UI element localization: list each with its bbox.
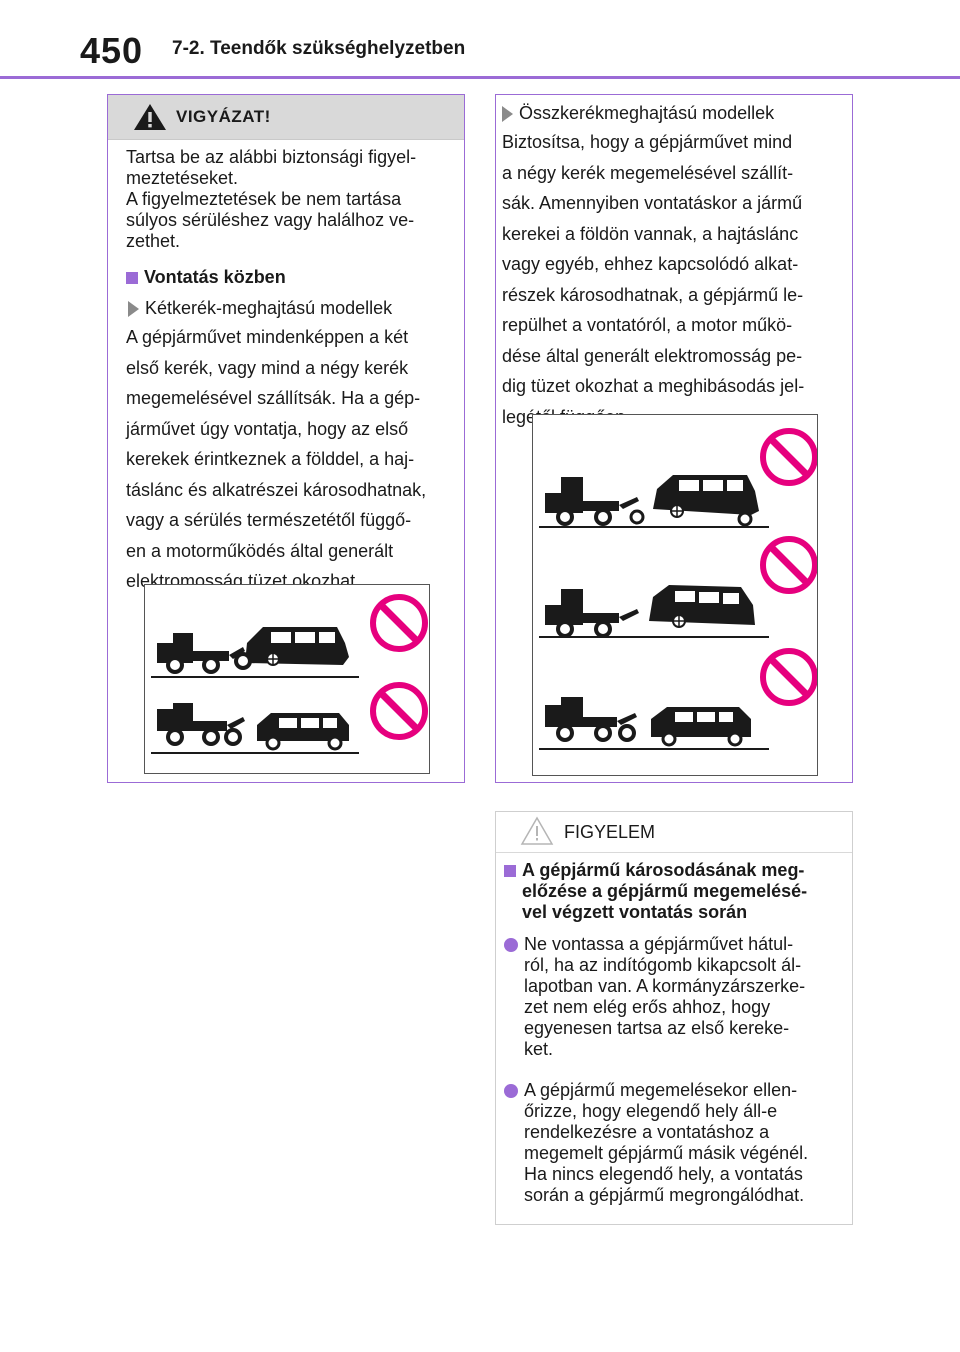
warning-intro-line: meztetéseket. <box>126 168 239 188</box>
section-title: 7-2. Teendők szükséghelyzetben <box>172 38 466 59</box>
arrow-right-icon <box>502 106 513 122</box>
notice-item-line: során a gépjármű megrongálódhat. <box>524 1185 805 1205</box>
warning-header <box>108 95 464 140</box>
notice-item-line: ket. <box>524 1039 554 1059</box>
warning-intro-line: súlyos sérüléshez vagy halálhoz ve- <box>126 210 415 230</box>
no-entry-icon <box>763 431 815 483</box>
bullet-square-icon <box>504 865 516 877</box>
notice-item-row <box>504 1080 848 1101</box>
body-line: vagy a sérülés természetétől függő- <box>126 510 412 530</box>
warning-box <box>107 94 465 783</box>
body-line: megemelésével szállítsák. Ha a gép- <box>126 388 421 408</box>
notice-header <box>496 812 852 853</box>
body-line: vagy egyéb, ehhez kapcsolódó alkat- <box>502 254 799 274</box>
notice-item-line: megemelt gépjármű másik végénél. <box>524 1143 809 1163</box>
body-line: részek károsodhatnak, a gépjármű le- <box>502 284 804 305</box>
body-line: legétől függően. <box>502 406 631 427</box>
car-on-dolly-icon <box>653 475 759 525</box>
two-wheel-tow-illustration <box>144 584 430 774</box>
body-line: A gépjárművet mindenképpen a két <box>126 327 409 347</box>
page-header <box>0 0 960 80</box>
tow-truck-icon <box>545 477 643 524</box>
page-number: 450 <box>80 30 144 71</box>
all-wheel-tow-illustration <box>532 414 818 776</box>
bullet-square-icon <box>126 272 138 284</box>
notice-heading-line: A gépjármű károsodásának meg- <box>522 860 805 880</box>
notice-item-line: őrizze, hogy elegendő hely áll-e <box>524 1101 778 1121</box>
allwheel-body <box>502 127 852 432</box>
notice-heading-line: előzése a gépjármű megemelésé- <box>522 881 808 901</box>
body-line: kerekei a földön vannak, a hajtáslánc <box>502 223 799 244</box>
notice-item-line: zet nem elég erős ahhoz, hogy <box>524 997 771 1017</box>
notice-item <box>504 1080 848 1206</box>
car-lifted-icon <box>649 585 755 627</box>
tow-truck-icon <box>157 633 245 672</box>
allwheel-box <box>495 94 853 783</box>
notice-title: FIGYELEM <box>564 822 656 842</box>
warning-title: VIGYÁZAT! <box>176 107 271 126</box>
notice-item <box>504 934 848 1060</box>
body-line: dése által generált elektromosság pe- <box>502 345 803 366</box>
caution-triangle-icon <box>520 816 554 846</box>
warning-triangle-icon <box>132 102 168 132</box>
notice-item-line: Ha nincs elegendő hely, a vontatás <box>524 1164 803 1184</box>
body-line: járművet úgy vontatja, hogy az első <box>126 418 409 439</box>
warning-intro <box>126 147 456 252</box>
body-line: táslánc és alkatrészei károsodhatnak, <box>126 479 427 500</box>
bullet-dot-icon <box>504 1084 518 1098</box>
notice-heading-row <box>504 860 848 881</box>
two-wheel-subheading-text: Kétkerék-meghajtású modellek <box>145 298 393 318</box>
body-line: a négy kerék megemelésével szállít- <box>502 162 794 183</box>
two-wheel-body <box>126 322 461 597</box>
two-wheel-subheading <box>128 298 392 319</box>
notice-item-line: rendelkezésre a vontatáshoz a <box>524 1122 770 1142</box>
body-line: első kerék, vagy mind a négy kerék <box>126 357 409 378</box>
car-flat-icon <box>257 713 349 749</box>
no-entry-icon <box>763 539 815 591</box>
body-line: dig tüzet okozhat a meghibásodás jel- <box>502 376 805 396</box>
allwheel-subheading-text: Összkerékmeghajtású modellek <box>519 103 775 123</box>
tow-truck-icon <box>545 589 639 636</box>
body-line: elektromosság tüzet okozhat. <box>126 571 361 591</box>
car-lifted-icon <box>236 627 349 668</box>
allwheel-subheading <box>502 103 774 124</box>
body-line: Biztosítsa, hogy a gépjárművet mind <box>502 132 793 152</box>
notice-heading-line: vel végzett vontatás során <box>522 902 748 922</box>
warning-intro-line: zethet. <box>126 231 181 251</box>
notice-item-line: lapotban van. A kormányzárszerke- <box>524 976 806 996</box>
header-divider <box>0 76 960 79</box>
warning-intro-line: Tartsa be az alábbi biztonsági figyel- <box>126 147 417 167</box>
notice-box <box>495 811 853 1225</box>
bullet-dot-icon <box>504 938 518 952</box>
notice-item-line: A gépjármű megemelésekor ellen- <box>524 1080 798 1100</box>
towing-heading-text: Vontatás közben <box>144 267 286 287</box>
body-line: sák. Amennyiben vontatáskor a jármű <box>502 193 803 213</box>
notice-item-line: egyenesen tartsa az első kereke- <box>524 1018 790 1038</box>
notice-heading <box>504 860 848 923</box>
no-entry-icon <box>763 651 815 703</box>
tow-truck-icon <box>157 703 245 744</box>
body-line: en a motorműködés által generált <box>126 540 394 561</box>
tow-truck-icon <box>545 697 637 740</box>
notice-item-line: Ne vontassa a gépjárművet hátul- <box>524 934 794 954</box>
body-line: repülhet a vontatóról, a motor műkö- <box>502 315 793 335</box>
no-entry-icon <box>373 597 425 649</box>
notice-item-line: ról, ha az indítógomb kikapcsolt ál- <box>524 955 802 975</box>
body-line: kerekek érintkeznek a földdel, a haj- <box>126 449 415 469</box>
car-flat-icon <box>651 707 751 745</box>
no-entry-icon <box>373 685 425 737</box>
arrow-right-icon <box>128 301 139 317</box>
notice-item-row <box>504 934 848 955</box>
towing-heading <box>126 267 286 288</box>
warning-intro-line: A figyelmeztetések be nem tartása <box>126 189 402 209</box>
